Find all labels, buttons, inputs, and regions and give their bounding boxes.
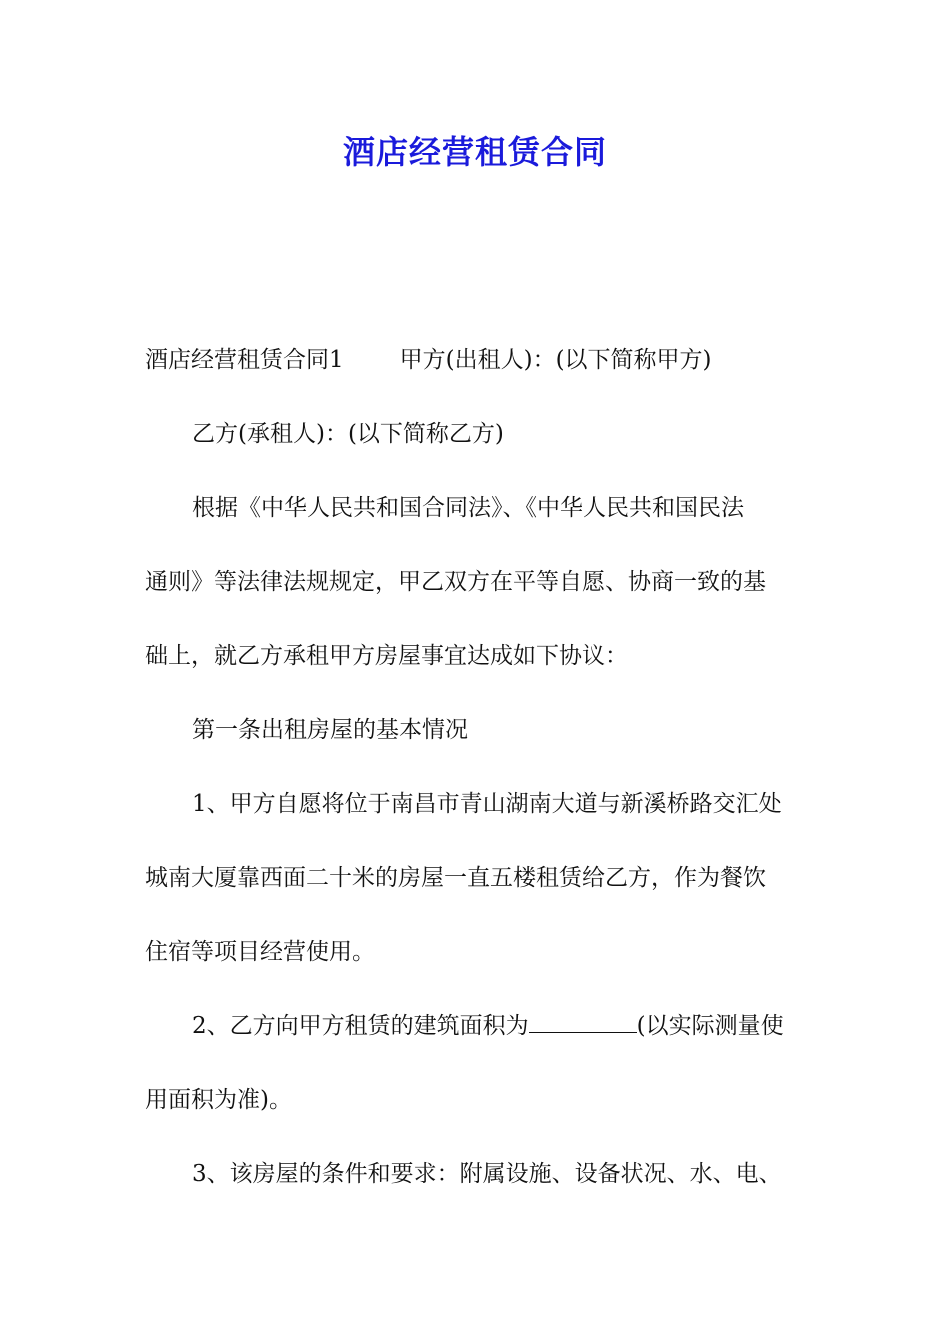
paragraph-line: 通则》等法律法规规定，甲乙双方在平等自愿、协商一致的基 [145,569,766,595]
paragraph-line: 础上，就乙方承租甲方房屋事宜达成如下协议： [145,643,628,669]
paragraph-line: 用面积为准)。 [145,1087,292,1113]
fill-in-blank [529,1004,637,1033]
section-heading: 第一条出租房屋的基本情况 [192,717,468,743]
paragraph-line: 3、该房屋的条件和要求：附属设施、设备状况、水、电、 [192,1161,782,1187]
area-clause-note: (以实际测量使 [636,1013,784,1039]
paragraph-line: 乙方(承租人)：(以下简称乙方) [192,421,504,447]
area-clause-text: 2、乙方向甲方租赁的建筑面积为 [192,1013,529,1039]
document-body [145,334,807,1222]
paragraph-line: 1、甲方自愿将位于南昌市青山湖南大道与新溪桥路交汇处 [192,791,782,817]
paragraph-line: 根据《中华人民共和国合同法》、《中华人民共和国民法 [192,495,744,521]
paragraph-line: 城南大厦靠西面二十米的房屋一直五楼租赁给乙方，作为餐饮 [145,865,766,891]
paragraph-line: 住宿等项目经营使用。 [145,939,375,965]
paragraph-line [145,1000,807,1074]
document-title: 酒店经营租赁合同 [342,133,607,171]
paragraph-line [145,334,807,408]
party-a-label: 甲方(出租人)：(以下简称甲方) [399,347,712,373]
contract-number-label: 酒店经营租赁合同1 [145,347,344,373]
